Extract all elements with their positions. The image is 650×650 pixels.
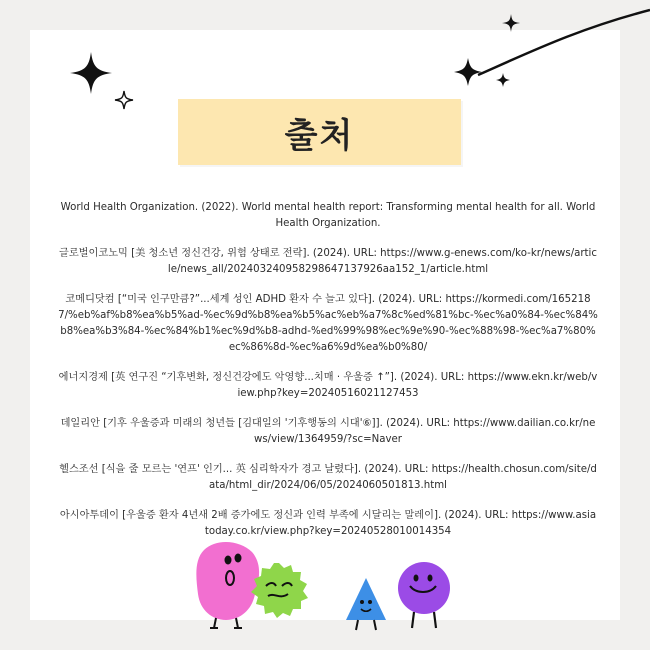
- reference-item: 코메디닷컴 [“미국 인구만큼?”...세계 성인 ADHD 환자 수 늘고 있다]. (2024). URL: https://kormedi.com/1652187/%eb%af%b8%ea%b5%ad-%ec%9d%b8%ea%b5%ac%eb%a7%8c%ed%81%bc-%ec%a0%84-%ec%84%b8%ea%b3%84-%ec%84%b1%ec%9d%b8-adhd-%ed%99%98%ec%9e%90-%ec%88%98-%ec%a7%80%ec%86%8d-%ec%a6%9d%ea%b0%80/: [58, 294, 598, 353]
- reference-item: 헬스조선 [식을 줄 모르는 '연프' 인기... 英 심리학자가 경고 날렸다]. (2024). URL: https://health.chosun.com/site/data/html_dir/2024/06/05/2024060501813.html: [59, 464, 597, 491]
- reference-item: 에너지경제 [英 연구진 “기후변화, 정신건강에도 악영향...치매 · 우울증 ↑”]. (2024). URL: https://www.ekn.kr/web/view.php?key=20240516021127453: [58, 372, 598, 399]
- title-highlight: [178, 99, 461, 165]
- outline-sparkle-icon: [114, 90, 134, 110]
- reference-item: 아시아투데이 [우울증 환자 4년새 2배 증가에도 정신과 인력 부족에 시달리는 말레이]. (2024). URL: https://www.asiatoday.co.kr/view.php?key=20240528010014354: [59, 510, 597, 537]
- shooting-star-icon: [450, 0, 650, 100]
- page-title: 출처: [284, 115, 355, 156]
- blue-triangle-character: [344, 576, 388, 632]
- reference-item: 데일리안 [기후 우울증과 미래의 청년들 [김대일의 '기후행동의 시대'⑥]]. (2024). URL: https://www.dailian.co.kr/news/view/1364959/?sc=Naver: [60, 418, 596, 445]
- purple-round-character: [396, 560, 452, 632]
- reference-item: 글로벌이코노믹 [美 청소년 정신건강, 위험 상태로 전락]. (2024). URL: https://www.g-enews.com/ko-kr/news/article/news_all/202403240958298647137926aa152_1/article.html: [58, 248, 597, 275]
- reference-list: [58, 200, 598, 554]
- reference-item: World Health Organization. (2022). World mental health report: Transforming mental health for all. World Health Organization.: [60, 202, 596, 229]
- green-fuzzy-character: [248, 560, 310, 622]
- sparkle-star-icon: [70, 52, 112, 94]
